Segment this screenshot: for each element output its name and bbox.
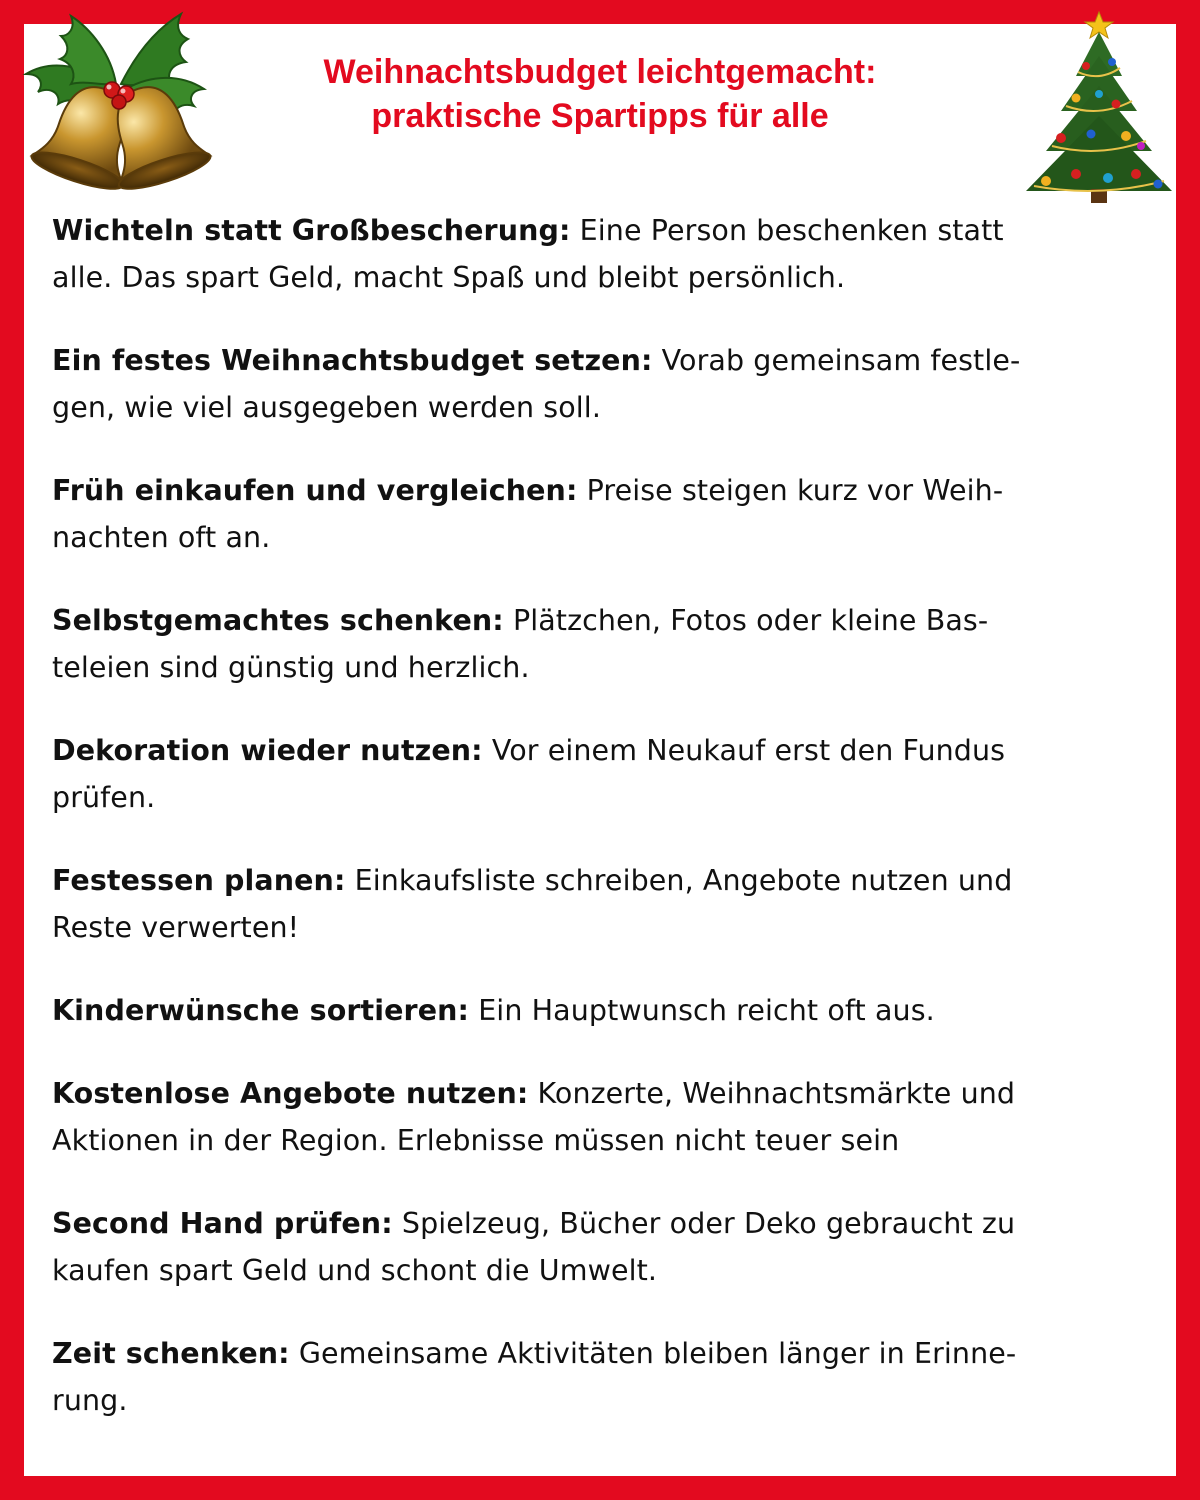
tip-item — [52, 597, 1152, 691]
tip-line-2: prüfen. — [52, 781, 156, 814]
tip-text: Preise steigen kurz vor Weih- — [586, 474, 1004, 507]
tip-line-2: teleien sind günstig und herzlich. — [52, 651, 530, 684]
tip-title: Zeit schenken: — [52, 1337, 290, 1370]
tip-item — [52, 337, 1152, 431]
tip-title: Dekoration wieder nutzen: — [52, 734, 483, 767]
tip-title: Wichteln statt Großbescherung: — [52, 214, 571, 247]
tip-line-1 — [52, 1330, 1152, 1377]
tip-line-1 — [52, 857, 1152, 904]
tip-title: Früh einkaufen und vergleichen: — [52, 474, 578, 507]
tip-line-2: nachten oft an. — [52, 521, 271, 554]
tip-text: Konzerte, Weihnachtsmärkte und — [537, 1077, 1016, 1110]
tip-text: Eine Person beschenken statt — [579, 214, 1004, 247]
page-title — [200, 50, 1000, 138]
tip-text: Spielzeug, Bücher oder Deko gebraucht zu — [401, 1207, 1016, 1240]
tip-line-2: Reste verwerten! — [52, 911, 300, 944]
tip-text: Ein Hauptwunsch reicht oft aus. — [478, 994, 935, 1027]
tip-line-2: kaufen spart Geld und schont die Umwelt. — [52, 1254, 658, 1287]
tip-title: Kostenlose Angebote nutzen: — [52, 1077, 529, 1110]
page-title-line-1: Weihnachtsbudget leichtgemacht: — [323, 53, 877, 91]
tip-item — [52, 1330, 1152, 1424]
tip-item — [52, 207, 1152, 301]
tip-line-2: gen, wie viel ausgegeben werden soll. — [52, 391, 601, 424]
tip-title: Ein festes Weihnachtsbudget setzen: — [52, 344, 653, 377]
tip-text: Gemeinsame Aktivitäten bleiben länger in Erinne- — [298, 1337, 1017, 1370]
tip-item — [52, 1070, 1152, 1164]
tip-line-2: Aktionen in der Region. Erlebnisse müssen nicht teuer sein — [52, 1124, 900, 1157]
tip-text: Plätzchen, Fotos oder kleine Bas- — [512, 604, 989, 637]
tip-text: Einkaufsliste schreiben, Angebote nutzen und — [354, 864, 1013, 897]
tip-line-1 — [52, 987, 1152, 1034]
tip-title: Selbstgemachtes schenken: — [52, 604, 504, 637]
tip-title: Festessen planen: — [52, 864, 346, 897]
tip-line-1 — [52, 337, 1152, 384]
tip-item — [52, 1200, 1152, 1294]
tip-line-1 — [52, 727, 1152, 774]
tips-list — [52, 207, 1152, 1460]
tip-item — [52, 727, 1152, 821]
tip-line-2: rung. — [52, 1384, 128, 1417]
tip-title: Second Hand prüfen: — [52, 1207, 393, 1240]
page-title-line-2: praktische Spartipps für alle — [371, 97, 829, 135]
tip-line-1 — [52, 467, 1152, 514]
tip-title: Kinderwünsche sortieren: — [52, 994, 470, 1027]
tip-line-1 — [52, 207, 1152, 254]
tip-line-1 — [52, 597, 1152, 644]
tip-text: Vorab gemeinsam festle- — [661, 344, 1021, 377]
tip-line-1 — [52, 1200, 1152, 1247]
tip-text: Vor einem Neukauf erst den Fundus — [491, 734, 1006, 767]
christmas-bells-holly-icon — [16, 4, 216, 199]
tip-line-1 — [52, 1070, 1152, 1117]
tip-line-2: alle. Das spart Geld, macht Spaß und bleibt persönlich. — [52, 261, 846, 294]
tip-item — [52, 467, 1152, 561]
christmas-tree-icon — [1016, 6, 1182, 206]
tip-item — [52, 857, 1152, 951]
tip-item — [52, 987, 1152, 1034]
